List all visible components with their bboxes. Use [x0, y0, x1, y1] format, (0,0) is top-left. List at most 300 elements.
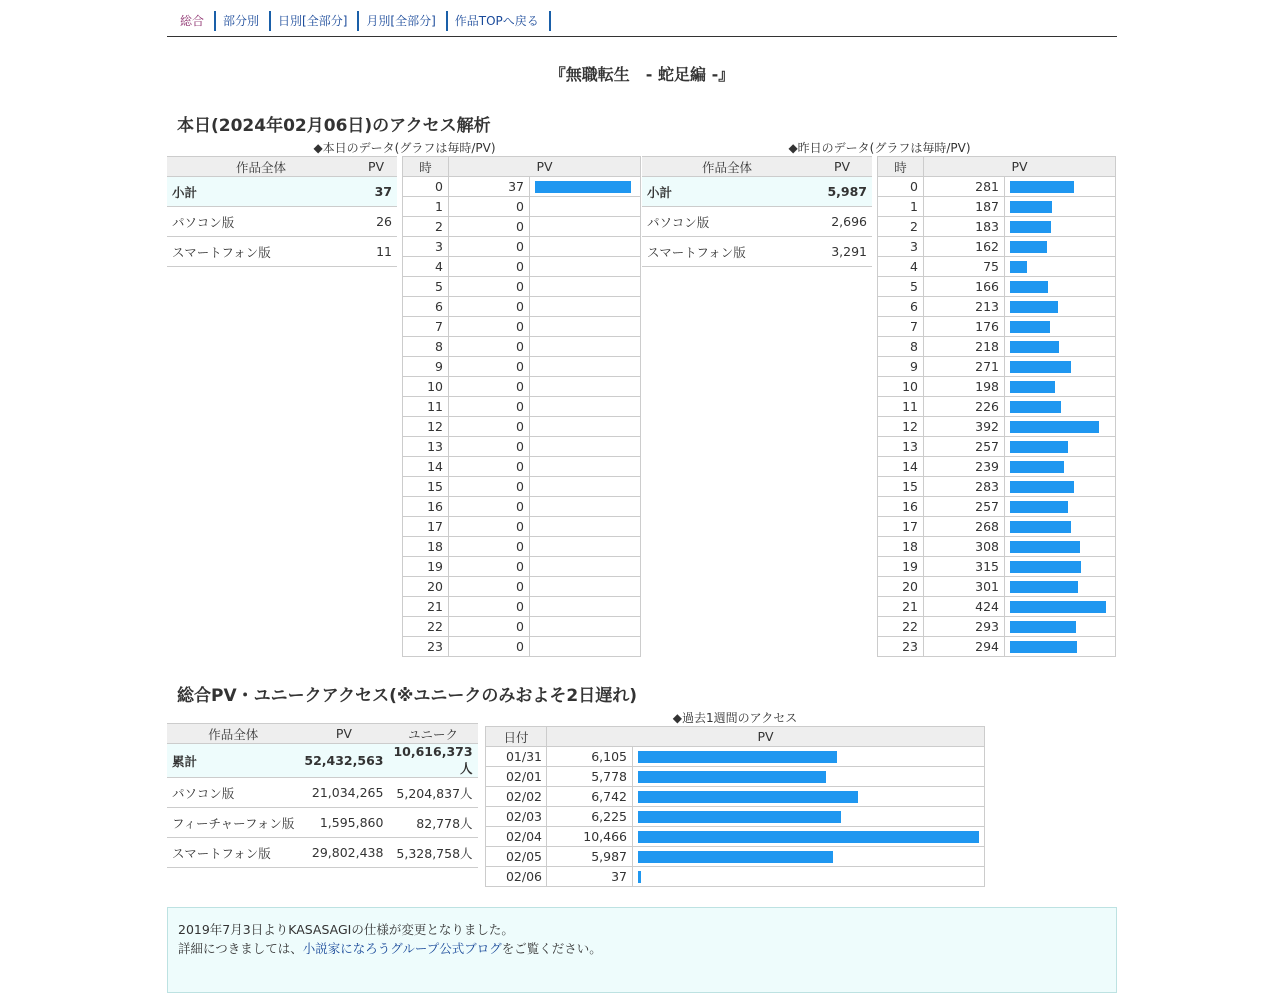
bar-cell: [633, 747, 985, 767]
pv-cell: 0: [449, 417, 530, 437]
hour-cell: 16: [403, 497, 449, 517]
today-heading: 本日(2024年02月06日)のアクセス解析: [177, 116, 491, 136]
row-pv: 29,802,438: [299, 838, 388, 868]
pv-cell: 0: [449, 597, 530, 617]
table-header-row: [403, 157, 641, 177]
bar-cell: [530, 597, 641, 617]
pv-bar: [1010, 361, 1071, 373]
pv-bar: [1010, 261, 1027, 273]
bar-cell: [530, 497, 641, 517]
pv-cell: 37: [547, 867, 633, 887]
table-row: [642, 207, 872, 237]
bar-cell: [530, 177, 641, 197]
pv-bar: [1010, 381, 1055, 393]
hour-row: [403, 637, 641, 657]
hour-cell: 21: [878, 597, 924, 617]
bar-cell: [1005, 357, 1116, 377]
hour-cell: 10: [403, 377, 449, 397]
hour-cell: 9: [878, 357, 924, 377]
nav-link-by-part[interactable]: 部分別: [223, 14, 260, 28]
pv-cell: 239: [924, 457, 1005, 477]
bar-cell: [530, 197, 641, 217]
pv-bar: [1010, 401, 1061, 413]
table-row: [167, 177, 397, 207]
bar-cell: [530, 337, 641, 357]
row-pv: 26: [355, 207, 397, 237]
hour-cell: 20: [403, 577, 449, 597]
pv-cell: 75: [924, 257, 1005, 277]
bar-cell: [633, 767, 985, 787]
day-row: [486, 767, 985, 787]
bar-cell: [1005, 277, 1116, 297]
hour-cell: 6: [403, 297, 449, 317]
bar-cell: [1005, 257, 1116, 277]
table-row: [167, 778, 478, 808]
hour-cell: 13: [403, 437, 449, 457]
hour-row: [403, 417, 641, 437]
pv-cell: 6,105: [547, 747, 633, 767]
hour-cell: 15: [403, 477, 449, 497]
col-header-pv: PV: [449, 157, 641, 177]
pv-cell: 0: [449, 217, 530, 237]
col-header-pv: PV: [355, 157, 397, 177]
bar-cell: [1005, 317, 1116, 337]
col-header-pv: PV: [299, 724, 388, 744]
hour-row: [878, 477, 1116, 497]
hour-cell: 3: [403, 237, 449, 257]
table-row: [167, 744, 478, 778]
bar-cell: [530, 617, 641, 637]
nav-item-by-part[interactable]: [216, 11, 271, 31]
hour-cell: 5: [403, 277, 449, 297]
hour-row: [403, 277, 641, 297]
pv-cell: 0: [449, 437, 530, 457]
pv-bar: [1010, 181, 1074, 193]
table-header-row: [878, 157, 1116, 177]
hour-cell: 2: [878, 217, 924, 237]
hour-row: [878, 417, 1116, 437]
hour-row: [403, 357, 641, 377]
pv-cell: 166: [924, 277, 1005, 297]
day-row: [486, 827, 985, 847]
pv-cell: 283: [924, 477, 1005, 497]
col-header-date: 日付: [486, 727, 547, 747]
pv-cell: 176: [924, 317, 1005, 337]
pv-cell: 218: [924, 337, 1005, 357]
row-pv: 37: [355, 177, 397, 207]
pv-cell: 315: [924, 557, 1005, 577]
col-header-all: 作品全体: [167, 157, 355, 177]
hour-row: [878, 617, 1116, 637]
bar-cell: [1005, 497, 1116, 517]
hour-cell: 22: [878, 617, 924, 637]
notice-line-1: 2019年7月3日よりKASASAGIの仕様が変更となりました。: [178, 922, 514, 937]
hour-row: [878, 177, 1116, 197]
hour-row: [403, 257, 641, 277]
hour-cell: 1: [403, 197, 449, 217]
table-header-row: [642, 157, 872, 177]
pv-cell: 0: [449, 537, 530, 557]
hour-cell: 20: [878, 577, 924, 597]
row-unique: 10,616,373人: [388, 744, 477, 778]
nav-link-daily[interactable]: 日別[全部分]: [278, 14, 348, 28]
row-label: 小計: [167, 177, 355, 207]
row-pv: 1,595,860: [299, 808, 388, 838]
nav-list: [173, 11, 551, 31]
hour-row: [878, 437, 1116, 457]
pv-cell: 0: [449, 397, 530, 417]
pv-cell: 308: [924, 537, 1005, 557]
pv-cell: 183: [924, 217, 1005, 237]
row-pv: 11: [355, 237, 397, 267]
hour-row: [403, 557, 641, 577]
pv-bar: [1010, 461, 1064, 473]
hour-row: [878, 597, 1116, 617]
col-header-pv: PV: [924, 157, 1116, 177]
hour-cell: 3: [878, 237, 924, 257]
hour-row: [878, 537, 1116, 557]
hour-cell: 18: [878, 537, 924, 557]
row-unique: 5,328,758人: [388, 838, 477, 868]
pv-cell: 424: [924, 597, 1005, 617]
hour-row: [403, 297, 641, 317]
hour-row: [878, 497, 1116, 517]
bar-cell: [530, 297, 641, 317]
bar-cell: [1005, 457, 1116, 477]
row-label: スマートフォン版: [167, 237, 355, 267]
pv-cell: 0: [449, 557, 530, 577]
hour-cell: 21: [403, 597, 449, 617]
pv-cell: 0: [449, 517, 530, 537]
hour-cell: 14: [878, 457, 924, 477]
pv-cell: 0: [449, 337, 530, 357]
row-label: パソコン版: [167, 778, 299, 808]
pv-cell: 187: [924, 197, 1005, 217]
hour-row: [403, 437, 641, 457]
hour-row: [878, 577, 1116, 597]
col-header-hour: 時: [878, 157, 924, 177]
row-label: スマートフォン版: [642, 237, 812, 267]
bar-cell: [1005, 597, 1116, 617]
bar-cell: [633, 807, 985, 827]
pv-cell: 5,778: [547, 767, 633, 787]
table-row: [167, 838, 478, 868]
hour-row: [878, 257, 1116, 277]
bar-cell: [1005, 477, 1116, 497]
bar-cell: [530, 317, 641, 337]
pv-bar: [1010, 301, 1058, 313]
row-label: 小計: [642, 177, 812, 207]
hour-row: [403, 457, 641, 477]
notice-text-post: をご覧ください。: [501, 941, 602, 956]
pv-cell: 5,987: [547, 847, 633, 867]
hour-row: [403, 517, 641, 537]
pv-cell: 0: [449, 577, 530, 597]
row-pv: 5,987: [812, 177, 872, 207]
row-label: パソコン版: [642, 207, 812, 237]
hour-row: [878, 217, 1116, 237]
bar-cell: [1005, 197, 1116, 217]
bar-cell: [530, 477, 641, 497]
day-row: [486, 847, 985, 867]
pv-cell: 6,742: [547, 787, 633, 807]
pv-bar: [1010, 441, 1068, 453]
bar-cell: [530, 277, 641, 297]
yesterday-summary-table: [642, 156, 872, 267]
hour-row: [403, 337, 641, 357]
hour-cell: 23: [878, 637, 924, 657]
pv-bar: [638, 851, 833, 863]
hour-cell: 0: [403, 177, 449, 197]
hour-cell: 19: [878, 557, 924, 577]
pv-bar: [1010, 341, 1059, 353]
hour-cell: 11: [403, 397, 449, 417]
total-heading: 総合PV・ユニークアクセス(※ユニークのみおよそ2日遅れ): [177, 686, 637, 706]
row-label: フィーチャーフォン版: [167, 808, 299, 838]
pv-bar: [638, 771, 826, 783]
pv-bar: [1010, 421, 1099, 433]
pv-cell: 271: [924, 357, 1005, 377]
row-pv: 21,034,265: [299, 778, 388, 808]
hour-row: [403, 197, 641, 217]
pv-bar: [638, 751, 837, 763]
row-pv: 52,432,563: [299, 744, 388, 778]
bar-cell: [530, 557, 641, 577]
hour-cell: 18: [403, 537, 449, 557]
day-row: [486, 747, 985, 767]
pv-bar: [1010, 521, 1071, 533]
today-summary-table: [167, 156, 397, 267]
row-pv: 3,291: [812, 237, 872, 267]
pv-bar: [1010, 221, 1051, 233]
bar-cell: [1005, 217, 1116, 237]
today-caption: ◆本日のデータ(グラフは毎時/PV): [313, 141, 496, 155]
hour-cell: 10: [878, 377, 924, 397]
pv-bar: [1010, 581, 1078, 593]
row-pv: 2,696: [812, 207, 872, 237]
pv-cell: 0: [449, 317, 530, 337]
hour-cell: 15: [878, 477, 924, 497]
weekly-table: [485, 726, 985, 887]
table-header-row: [486, 727, 985, 747]
pv-cell: 0: [449, 617, 530, 637]
notice-box: [167, 907, 1117, 993]
pv-bar: [1010, 241, 1047, 253]
bar-cell: [1005, 637, 1116, 657]
hour-row: [403, 537, 641, 557]
hour-row: [403, 597, 641, 617]
yesterday-hourly-table: [877, 156, 1116, 657]
yesterday-caption: ◆昨日のデータ(グラフは毎時/PV): [788, 141, 971, 155]
pv-cell: 0: [449, 377, 530, 397]
pv-cell: 198: [924, 377, 1005, 397]
bar-cell: [530, 537, 641, 557]
pv-bar: [638, 831, 979, 843]
bar-cell: [530, 257, 641, 277]
hour-cell: 11: [878, 397, 924, 417]
hour-row: [878, 517, 1116, 537]
row-unique: 5,204,837人: [388, 778, 477, 808]
pv-cell: 293: [924, 617, 1005, 637]
bar-cell: [1005, 297, 1116, 317]
row-label: 累計: [167, 744, 299, 778]
pv-cell: 0: [449, 237, 530, 257]
hour-cell: 4: [403, 257, 449, 277]
pv-cell: 0: [449, 197, 530, 217]
bar-cell: [530, 637, 641, 657]
col-header-all: 作品全体: [167, 724, 299, 744]
hour-cell: 4: [878, 257, 924, 277]
date-cell: 02/06: [486, 867, 547, 887]
hour-row: [403, 317, 641, 337]
pv-bar: [1010, 561, 1081, 573]
pv-cell: 0: [449, 277, 530, 297]
bar-cell: [530, 397, 641, 417]
bar-cell: [530, 517, 641, 537]
pv-bar: [1010, 621, 1076, 633]
date-cell: 02/04: [486, 827, 547, 847]
hour-cell: 14: [403, 457, 449, 477]
row-label: スマートフォン版: [167, 838, 299, 868]
pv-cell: 0: [449, 257, 530, 277]
row-unique: 82,778人: [388, 808, 477, 838]
hour-cell: 17: [878, 517, 924, 537]
date-cell: 01/31: [486, 747, 547, 767]
col-header-pv: PV: [812, 157, 872, 177]
table-row: [642, 177, 872, 207]
hour-cell: 0: [878, 177, 924, 197]
hour-row: [403, 397, 641, 417]
hour-cell: 8: [403, 337, 449, 357]
pv-bar: [1010, 481, 1074, 493]
hour-cell: 13: [878, 437, 924, 457]
pv-cell: 0: [449, 357, 530, 377]
nav-link-work-top[interactable]: 作品TOPへ戻る: [454, 14, 539, 28]
pv-bar: [1010, 641, 1077, 653]
bar-cell: [1005, 537, 1116, 557]
bar-cell: [1005, 557, 1116, 577]
pv-cell: 294: [924, 637, 1005, 657]
pv-cell: 0: [449, 497, 530, 517]
hour-row: [878, 457, 1116, 477]
hour-row: [878, 397, 1116, 417]
total-summary-table: [167, 723, 478, 868]
nav-item-daily[interactable]: [271, 11, 359, 31]
nav-item-work-top[interactable]: [448, 11, 551, 31]
hour-row: [878, 637, 1116, 657]
nav-link-overview[interactable]: 総合: [180, 14, 205, 28]
hour-row: [403, 617, 641, 637]
bar-cell: [1005, 437, 1116, 457]
pv-cell: 257: [924, 437, 1005, 457]
table-row: [167, 808, 478, 838]
bar-cell: [1005, 237, 1116, 257]
pv-cell: 6,225: [547, 807, 633, 827]
official-blog-link[interactable]: 小説家になろうグループ公式ブログ: [302, 941, 502, 956]
pv-bar: [638, 791, 858, 803]
bar-cell: [530, 577, 641, 597]
nav-link-monthly[interactable]: 月別[全部分]: [366, 14, 436, 28]
hour-row: [878, 297, 1116, 317]
pv-bar: [1010, 601, 1106, 613]
pv-bar: [535, 181, 631, 193]
table-header-row: [167, 157, 397, 177]
bar-cell: [530, 437, 641, 457]
table-row: [167, 207, 397, 237]
hour-cell: 6: [878, 297, 924, 317]
pv-cell: 37: [449, 177, 530, 197]
page-container: [167, 0, 1117, 956]
bar-cell: [1005, 617, 1116, 637]
col-header-pv: PV: [547, 727, 985, 747]
pv-bar: [1010, 281, 1048, 293]
hour-cell: 17: [403, 517, 449, 537]
date-cell: 02/03: [486, 807, 547, 827]
nav-item-overview[interactable]: [173, 11, 216, 31]
pv-cell: 0: [449, 637, 530, 657]
hour-cell: 22: [403, 617, 449, 637]
col-header-hour: 時: [403, 157, 449, 177]
pv-cell: 0: [449, 457, 530, 477]
hour-cell: 5: [878, 277, 924, 297]
pv-cell: 392: [924, 417, 1005, 437]
bar-cell: [633, 787, 985, 807]
top-nav: [167, 0, 1117, 37]
hour-cell: 16: [878, 497, 924, 517]
day-row: [486, 787, 985, 807]
pv-bar: [638, 871, 641, 883]
pv-cell: 268: [924, 517, 1005, 537]
hour-cell: 19: [403, 557, 449, 577]
col-header-unique: ユニーク: [388, 724, 477, 744]
hour-row: [878, 557, 1116, 577]
pv-bar: [1010, 541, 1080, 553]
hour-row: [878, 357, 1116, 377]
hour-row: [403, 177, 641, 197]
weekly-caption: ◆過去1週間のアクセス: [672, 711, 798, 725]
pv-bar: [1010, 201, 1052, 213]
bar-cell: [633, 827, 985, 847]
nav-item-monthly[interactable]: [359, 11, 447, 31]
hour-row: [403, 497, 641, 517]
hour-cell: 23: [403, 637, 449, 657]
hour-cell: 7: [878, 317, 924, 337]
date-cell: 02/02: [486, 787, 547, 807]
bar-cell: [1005, 577, 1116, 597]
hour-row: [878, 337, 1116, 357]
date-cell: 02/05: [486, 847, 547, 867]
bar-cell: [633, 867, 985, 887]
table-row: [642, 237, 872, 267]
notice-line-2: [178, 939, 1106, 958]
hour-cell: 7: [403, 317, 449, 337]
day-row: [486, 807, 985, 827]
hour-row: [403, 237, 641, 257]
pv-bar: [1010, 501, 1068, 513]
bar-cell: [1005, 377, 1116, 397]
pv-cell: 281: [924, 177, 1005, 197]
pv-cell: 0: [449, 297, 530, 317]
bar-cell: [530, 217, 641, 237]
hour-cell: 12: [878, 417, 924, 437]
hour-row: [878, 237, 1116, 257]
bar-cell: [1005, 517, 1116, 537]
bar-cell: [1005, 337, 1116, 357]
table-row: [167, 237, 397, 267]
hour-row: [403, 577, 641, 597]
hour-cell: 12: [403, 417, 449, 437]
hour-cell: 2: [403, 217, 449, 237]
